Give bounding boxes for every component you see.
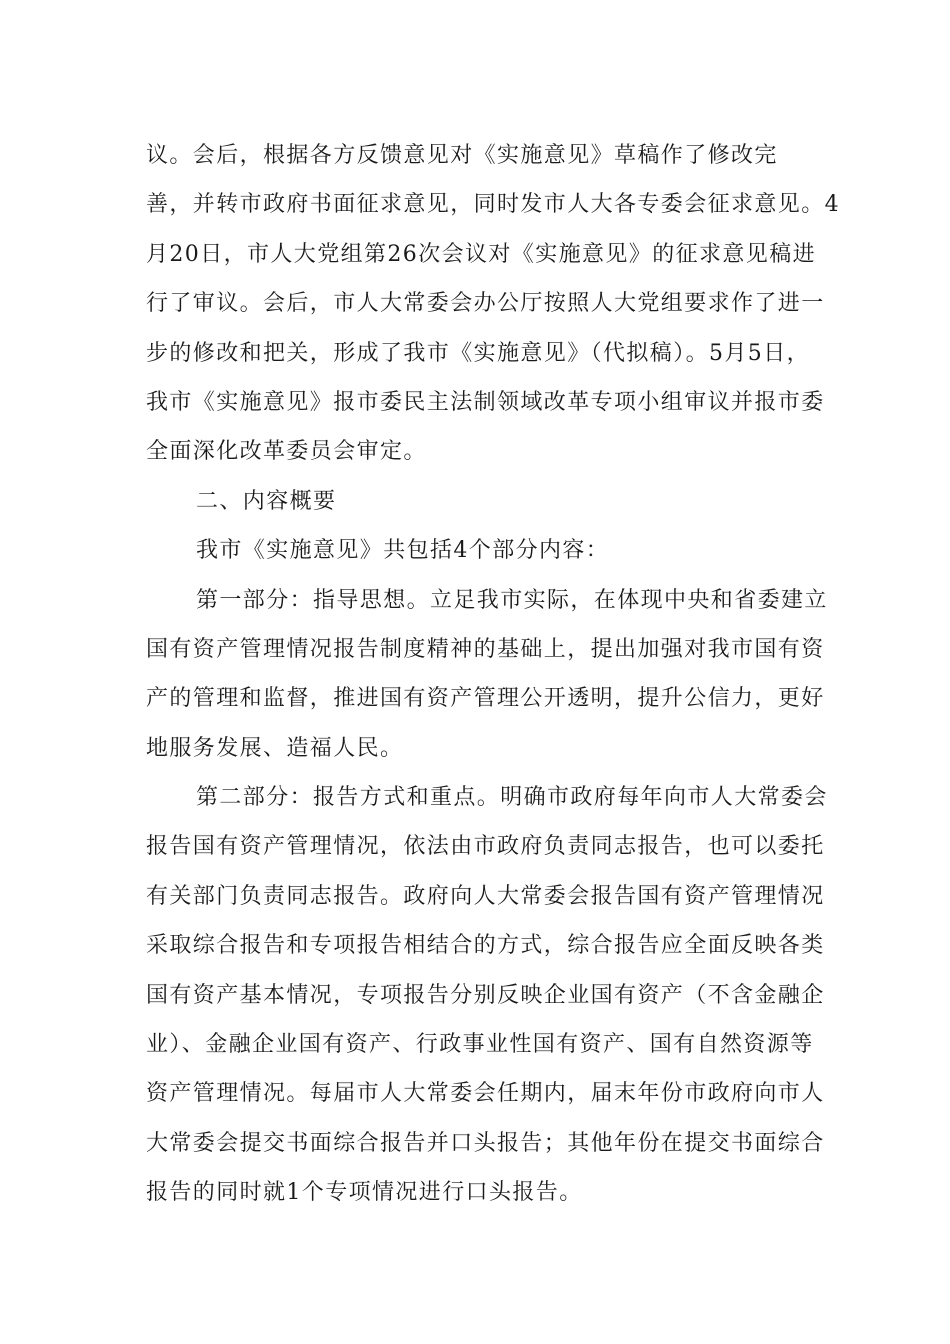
- text-line: 我市《实施意见》共包括4个部分内容：: [196, 538, 610, 564]
- text-line: 业）、金融企业国有资产、行政事业性国有资产、国有自然资源等: [146, 1032, 814, 1058]
- text-line: 地服务发展、造福人民。: [146, 735, 404, 761]
- text-line: 第二部分：报告方式和重点。明确市政府每年向市人大常委会: [196, 785, 828, 811]
- text-line: 步的修改和把关，形成了我市《实施意见》（代拟稿）。5月5日，: [146, 340, 810, 366]
- text-line: 议。会后，根据各方反馈意见对《实施意见》草稿作了修改完: [146, 143, 778, 168]
- text-line: 产的管理和监督，推进国有资产管理公开透明，提升公信力，更好: [146, 686, 825, 712]
- text-line: 有关部门负责同志报告。政府向人大常委会报告国有资产管理情况: [146, 883, 825, 909]
- text-line: 报告国有资产管理情况，依法由市政府负责同志报告，也可以委托: [146, 834, 825, 860]
- text-line: 国有资产管理情况报告制度精神的基础上，提出加强对我市国有资: [146, 636, 825, 662]
- document-body: [146, 131, 840, 1218]
- text-line: 善，并转市政府书面征求意见，同时发市人大各专委会征求意见。4: [146, 192, 840, 218]
- text-line: 采取综合报告和专项报告相结合的方式，综合报告应全面反映各类: [146, 933, 825, 959]
- text-line: 月20日，市人大党组第26次会议对《实施意见》的征求意见稿进: [146, 241, 816, 267]
- text-line: 全面深化改革委员会审定。: [146, 439, 427, 465]
- section-heading: 二、内容概要: [196, 488, 337, 514]
- text-line: 国有资产基本情况，专项报告分别反映企业国有资产（不含金融企: [146, 982, 825, 1008]
- text-line: 第一部分：指导思想。立足我市实际，在体现中央和省委建立: [196, 587, 828, 613]
- text-line: 行了审议。会后，市人大常委会办公厅按照人大党组要求作了进一: [146, 291, 825, 317]
- text-line: 大常委会提交书面综合报告并口头报告；其他年份在提交书面综合: [146, 1130, 825, 1156]
- text-line: 报告的同时就1个专项情况进行口头报告。: [146, 1180, 583, 1206]
- text-line: 资产管理情况。每届市人大常委会任期内，届末年份市政府向市人: [146, 1081, 825, 1107]
- text-line: 我市《实施意见》报市委民主法制领域改革专项小组审议并报市委: [146, 389, 825, 415]
